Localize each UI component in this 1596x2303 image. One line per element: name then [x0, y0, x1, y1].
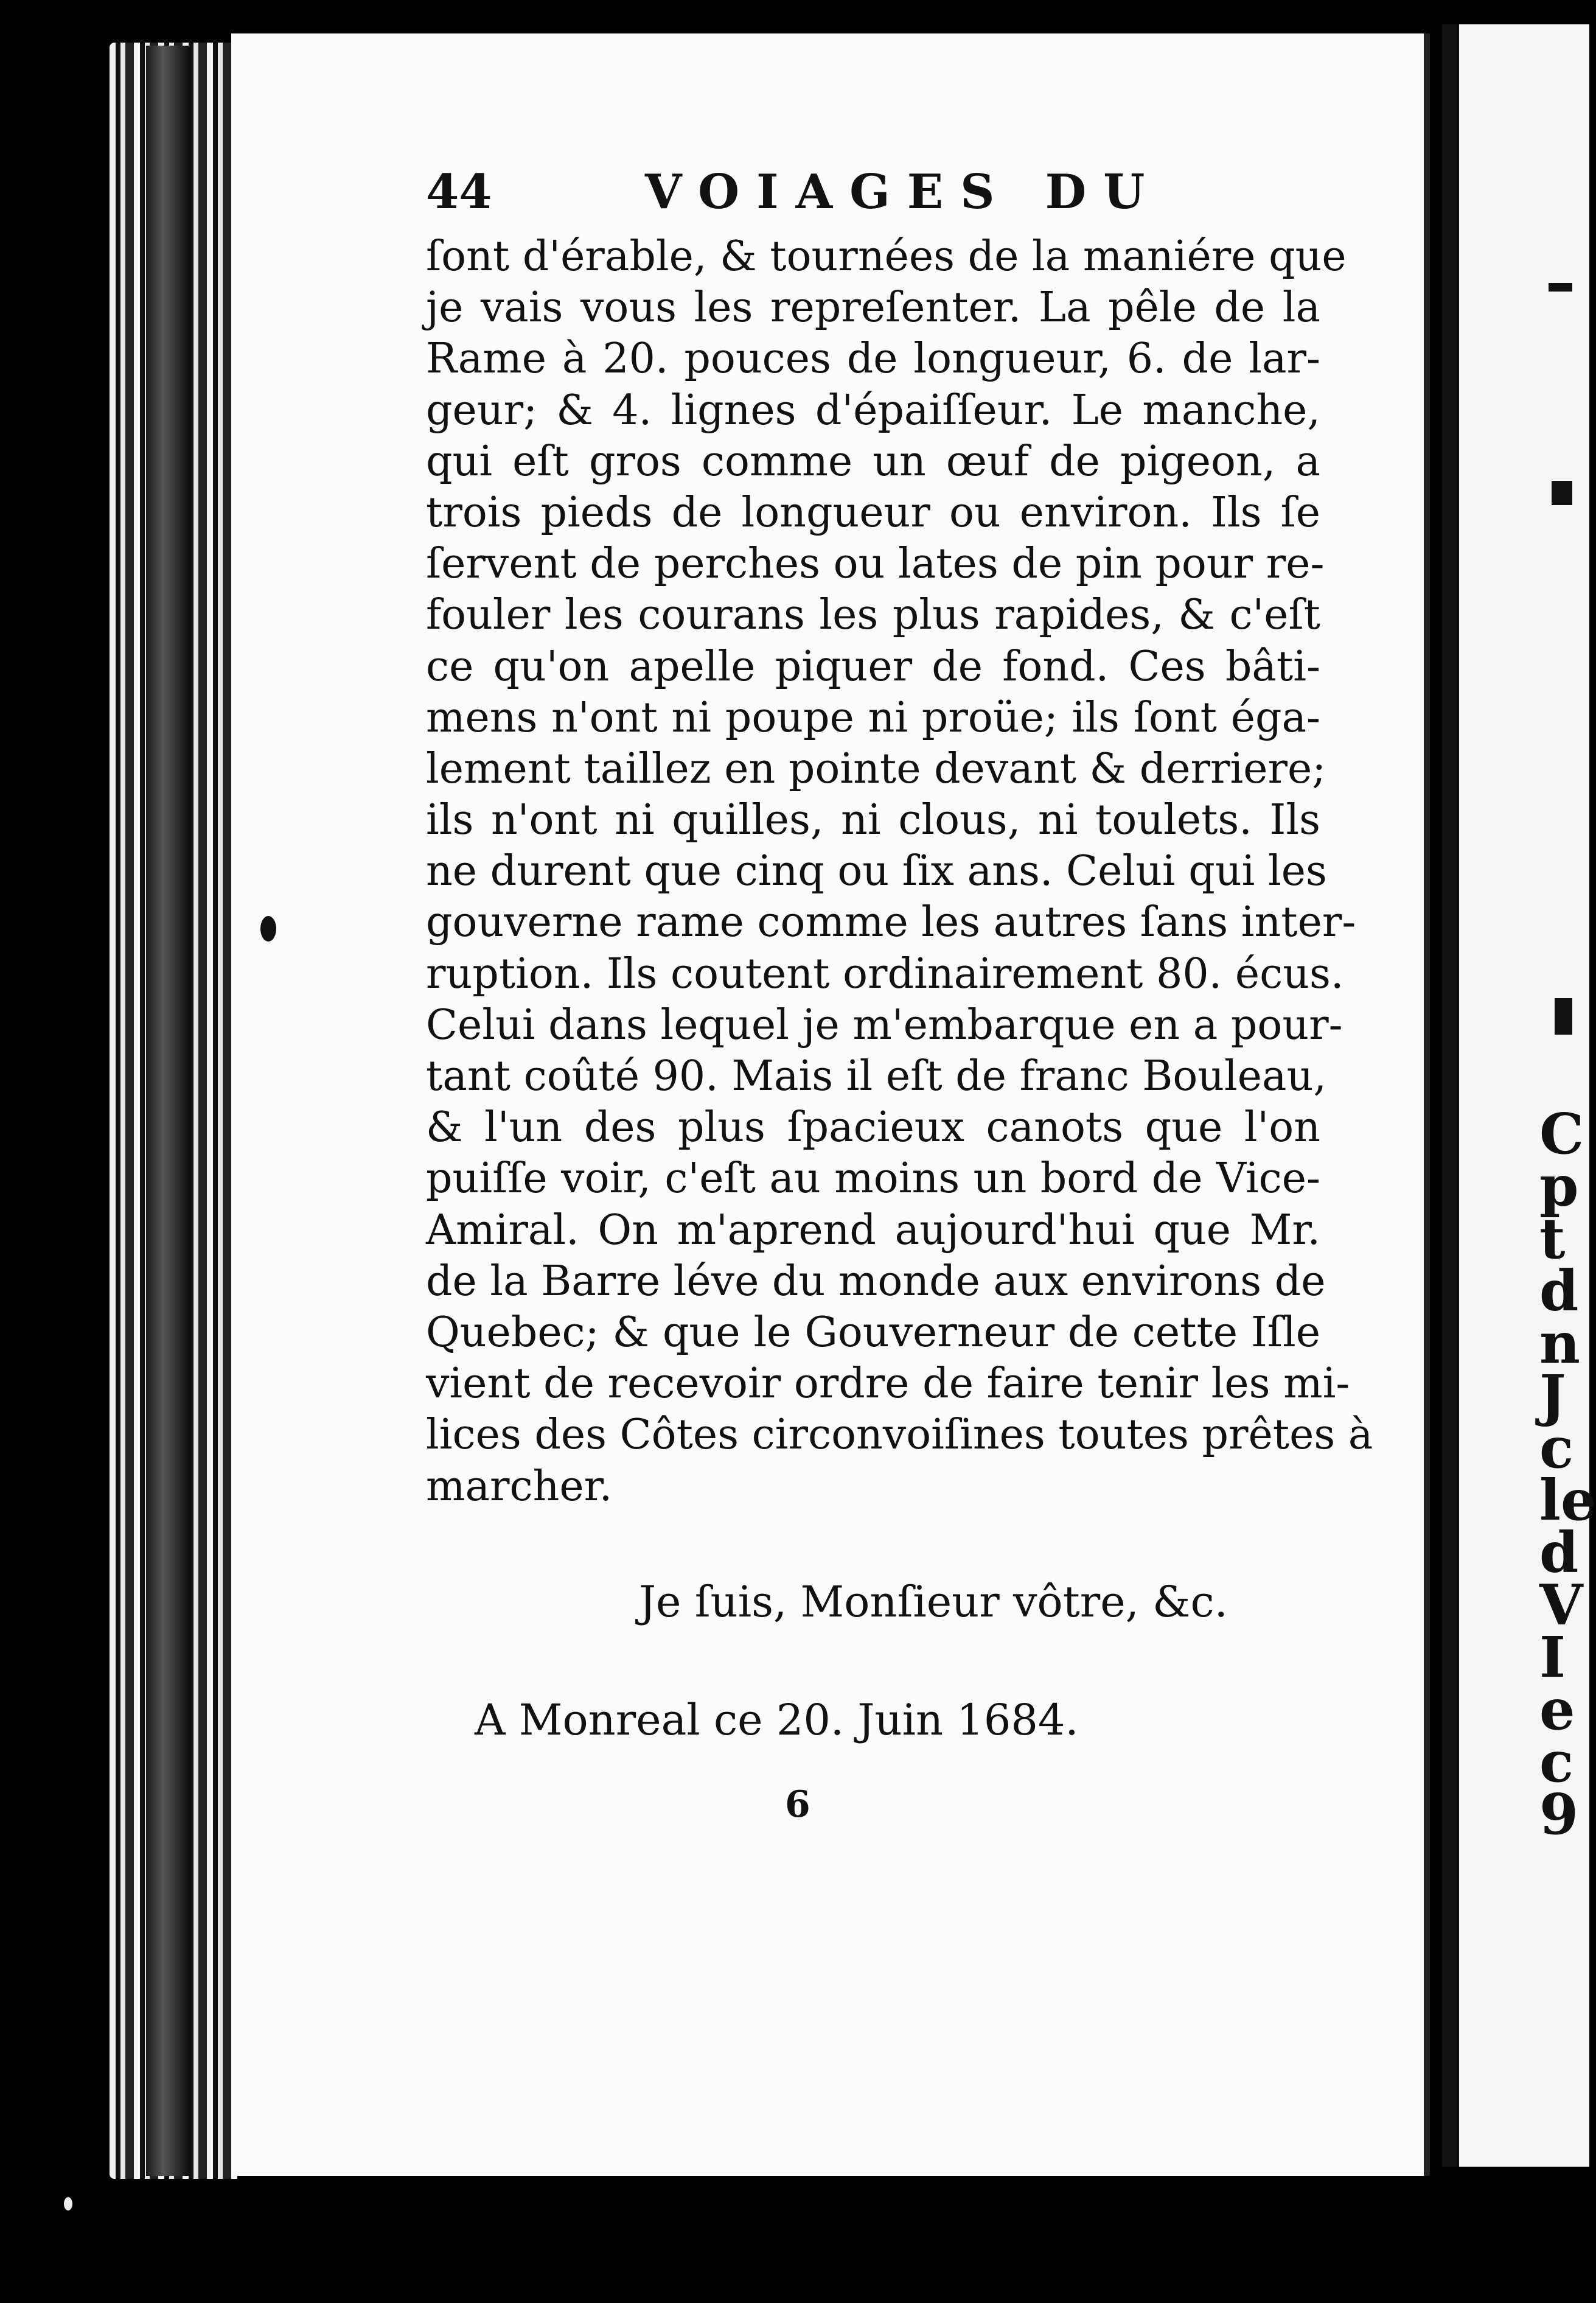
text-line: ſont d'érable, & tournées de la maniére que: [426, 232, 1347, 281]
text-line: je vais vous les repreſenter. La pêle de la: [426, 284, 1320, 332]
text-line: puiſſe voir, c'eſt au moins un bord de Vice-: [426, 1155, 1320, 1203]
facing-page-glyph: 9: [1539, 1781, 1579, 1847]
text-line: tant coûté 90. Mais il eſt de franc Bouleau,: [426, 1052, 1326, 1100]
body-text: [426, 231, 1373, 1512]
text-line: fouler les courans les plus rapides, & c'eſt: [426, 591, 1320, 640]
text-line: ruption. Ils coutent ordinairement 80. écus.: [426, 949, 1344, 998]
text-line: trois pieds de longueur ou environ. Ils ſe: [426, 488, 1320, 537]
facing-page-glyph: c: [1539, 1729, 1574, 1795]
facing-page-glyph: J: [1539, 1363, 1566, 1428]
facing-page-glyph: C: [1539, 1101, 1584, 1167]
facing-page-mark: [1555, 998, 1572, 1035]
facing-page-glyph: c: [1539, 1415, 1574, 1481]
text-line: lices des Côtes circonvoiſines toutes prêtes à: [426, 1411, 1373, 1459]
running-header: [426, 164, 1320, 231]
catchword: 6: [785, 1783, 810, 1826]
facing-page-glyph: p: [1539, 1153, 1579, 1219]
facing-page-fragments: [1539, 1101, 1596, 1847]
text-line: geur; & 4. lignes d'épaiſſeur. Le manche,: [426, 386, 1320, 435]
text-line: Amiral. On m'aprend aujourd'hui que Mr.: [426, 1206, 1320, 1254]
facing-page-glyph: le: [1539, 1467, 1596, 1533]
letter-closing: Je ſuis, Monſieur vôtre, &c.: [639, 1576, 1228, 1627]
facing-page-glyph: t: [1539, 1206, 1566, 1271]
facing-page-glyph: e: [1539, 1677, 1575, 1742]
letter-dateline: A Monreal ce 20. Juin 1684.: [475, 1694, 1079, 1745]
text-line: mens n'ont ni poupe ni proüe; ils ſont éga-: [426, 693, 1320, 742]
page-number: 44: [426, 164, 492, 220]
facing-page-glyph: d: [1539, 1258, 1579, 1324]
facing-page-glyph: I: [1539, 1624, 1566, 1690]
corner-mark: [64, 2197, 72, 2210]
facing-page-glyph: d: [1539, 1520, 1579, 1585]
page-text-block: [426, 164, 1373, 1826]
facing-page-glyph: V: [1539, 1572, 1583, 1638]
facing-page-mark: [1549, 283, 1572, 292]
margin-ink-blot: [260, 916, 276, 942]
text-line: lement taillez en pointe devant & derriere;: [426, 744, 1326, 793]
facing-page-glyph: n: [1539, 1310, 1580, 1376]
text-line: gouverne rame comme les autres ſans inter-: [426, 898, 1356, 947]
text-line: vient de recevoir ordre de faire tenir les mi-: [426, 1360, 1350, 1408]
running-title: VOIAGES DU: [645, 164, 1162, 220]
text-line: Rame à 20. pouces de longueur, 6. de lar-: [426, 335, 1320, 383]
text-line: marcher.: [426, 1462, 613, 1511]
text-line: Quebec; & que le Gouverneur de cette Iſle: [426, 1308, 1320, 1357]
text-line: ne durent que cinq ou ſix ans. Celui qui les: [426, 847, 1327, 896]
text-line: Celui dans lequel je m'embarque en a pour-: [426, 1001, 1343, 1049]
text-line: ſervent de perches ou lates de pin pour re-: [426, 540, 1325, 589]
facing-page-mark: [1552, 481, 1572, 505]
text-line: qui eſt gros comme un œuf de pigeon, a: [426, 437, 1320, 486]
text-line: de la Barre léve du monde aux environs de: [426, 1257, 1326, 1305]
text-line: & l'un des plus ſpacieux canots que l'on: [426, 1103, 1320, 1152]
text-line: ce qu'on apelle piquer de fond. Ces bâti-: [426, 642, 1320, 691]
text-line: ils n'ont ni quilles, ni clous, ni toulets. Ils: [426, 796, 1320, 845]
binding-shadow: [146, 46, 189, 2176]
